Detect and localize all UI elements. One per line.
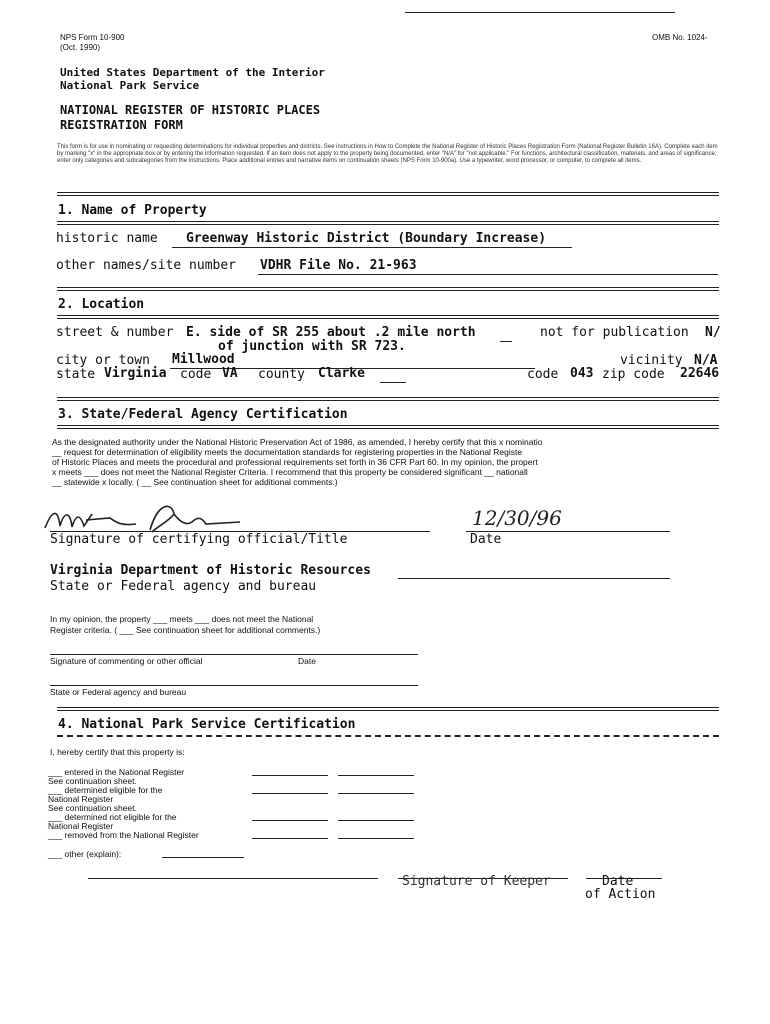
certification-line2: __ request for determination of eligibility meets the documentation standards for registering properties in the National Registe bbox=[52, 447, 523, 457]
determined-eligible-item[interactable]: ___ determined eligible for the bbox=[48, 785, 163, 795]
entered-continuation: See continuation sheet. bbox=[48, 776, 137, 786]
removed-item[interactable]: ___ removed from the National Register bbox=[48, 830, 199, 840]
county-underline bbox=[380, 382, 406, 383]
street-underline bbox=[500, 341, 512, 342]
historic-name-label: historic name bbox=[56, 231, 158, 246]
county-code-label: code bbox=[527, 367, 559, 382]
form-title-line1: NATIONAL REGISTER OF HISTORIC PLACES bbox=[60, 103, 321, 117]
not-for-publication-label: not for publication bbox=[540, 325, 689, 340]
other-names-label: other names/site number bbox=[56, 258, 237, 273]
action-date-label-line2: of Action bbox=[585, 887, 656, 902]
zip-label: zip code bbox=[602, 367, 665, 382]
entry-line bbox=[338, 793, 414, 794]
entry-line bbox=[338, 820, 414, 821]
certification-line4: x meets ___ does not meet the National Register Criteria. I recommend that this property be considered significant __ nationall bbox=[52, 467, 528, 477]
city-label: city or town bbox=[56, 353, 150, 368]
keeper-label: Signature of Keeper bbox=[402, 874, 551, 889]
county-label: county bbox=[258, 367, 305, 382]
determined-eligible-continuation: See continuation sheet. bbox=[48, 803, 137, 813]
street-value-line2[interactable]: of junction with SR 723. bbox=[218, 339, 406, 354]
form-number: NPS Form 10-900 bbox=[60, 33, 125, 42]
instructions-text: This form is for use in nominating or requesting determinations for individual properties and districts. See instructions in How to Complete the National Register of Historic Places Registration Form (National Register Bulletin 16A). Complete each item by marking "x" in the appropriate box or by entering the information requested. If an item does not apply to the property being documented, enter "N/A" for "not applicable." For functions, architectural classification, materials, and areas of significance, enter only categories and subcategories from the instructions. Place additional entries and narrative items on continuation sheets (NPS Form 10-900a). Use a typewriter, word processor, or computer, to complete all items. bbox=[57, 144, 718, 164]
entry-line bbox=[252, 775, 328, 776]
other-explain-item[interactable]: ___ other (explain): bbox=[48, 849, 122, 859]
county-value[interactable]: Clarke bbox=[318, 366, 365, 381]
vicinity-value[interactable]: N/A bbox=[694, 353, 718, 368]
entry-line bbox=[338, 838, 414, 839]
keeper-signature-line bbox=[88, 878, 378, 879]
section1-heading: 1. Name of Property bbox=[58, 203, 207, 218]
agency2-line bbox=[50, 685, 418, 686]
state-label: state bbox=[56, 367, 96, 382]
date-label: Date bbox=[470, 532, 502, 547]
section-divider bbox=[57, 397, 719, 401]
signature-label: Signature of certifying official/Title bbox=[50, 532, 348, 547]
service: National Park Service bbox=[60, 79, 200, 92]
action-date-label: Date bbox=[602, 874, 634, 889]
commenting-date-label: Date bbox=[298, 656, 316, 666]
section-divider bbox=[57, 707, 719, 711]
zip-value[interactable]: 22646 bbox=[680, 366, 720, 381]
agency2-label: State or Federal agency and bureau bbox=[50, 687, 187, 697]
section-divider bbox=[57, 192, 719, 196]
agency-label: State or Federal agency and bureau bbox=[50, 579, 317, 594]
agency-value[interactable]: Virginia Department of Historic Resources bbox=[50, 563, 371, 578]
certification-line5: __ statewide x locally. ( __ See continuation sheet for additional comments.) bbox=[52, 477, 338, 487]
entry-line bbox=[252, 793, 328, 794]
other-names-underline bbox=[258, 274, 718, 275]
section-divider bbox=[57, 221, 719, 225]
section-divider bbox=[57, 315, 719, 319]
determined-not-eligible-register: National Register bbox=[48, 821, 114, 831]
state-value[interactable]: Virginia bbox=[104, 366, 167, 381]
determined-eligible-register: National Register bbox=[48, 794, 114, 804]
historic-name-value[interactable]: Greenway Historic District (Boundary Increase) bbox=[186, 231, 547, 246]
commenting-signature-line bbox=[50, 654, 418, 655]
scan-edge-line bbox=[405, 12, 675, 13]
signature-date: 12/30/96 bbox=[472, 506, 562, 530]
section-divider bbox=[57, 425, 719, 429]
entry-line bbox=[252, 820, 328, 821]
entered-register-item[interactable]: ___ entered in the National Register bbox=[48, 767, 185, 777]
street-value-line1[interactable]: E. side of SR 255 about .2 mile north bbox=[186, 325, 476, 340]
certification-line3: of Historic Places and meets the procedural and professional requirements set forth in 36 CFR Part 60. In my opinion, the propert bbox=[52, 457, 538, 467]
form-date: (Oct. 1990) bbox=[60, 43, 101, 52]
entry-line bbox=[338, 775, 414, 776]
other-explain-line bbox=[162, 857, 244, 858]
section-divider bbox=[57, 287, 719, 291]
section4-heading: 4. National Park Service Certification bbox=[58, 717, 356, 732]
street-label: street & number bbox=[56, 325, 174, 340]
certification-line1: As the designated authority under the National Historic Preservation Act of 1986, as amended, I hereby certify that this x nominatio bbox=[52, 437, 543, 447]
opinion-line2: Register criteria. ( ___ See continuation sheet for additional comments.) bbox=[50, 625, 321, 635]
section-divider bbox=[57, 735, 719, 737]
state-code-value[interactable]: VA bbox=[222, 366, 238, 381]
county-code-value[interactable]: 043 bbox=[570, 366, 594, 381]
state-code-label: code bbox=[180, 367, 212, 382]
not-for-publication-value[interactable]: N/ bbox=[705, 325, 721, 340]
other-names-value[interactable]: VDHR File No. 21-963 bbox=[260, 258, 417, 273]
entry-line bbox=[252, 838, 328, 839]
agency-underline bbox=[398, 578, 670, 579]
section3-heading: 3. State/Federal Agency Certification bbox=[58, 407, 348, 422]
determined-not-eligible-item[interactable]: ___ determined not eligible for the bbox=[48, 812, 177, 822]
commenting-official-label: Signature of commenting or other official bbox=[50, 656, 203, 666]
historic-name-underline bbox=[172, 247, 572, 248]
form-title-line2: REGISTRATION FORM bbox=[60, 118, 183, 132]
vicinity-label: vicinity bbox=[620, 353, 683, 368]
city-value[interactable]: Millwood bbox=[172, 352, 235, 367]
nps-intro: I, hereby certify that this property is: bbox=[50, 747, 185, 757]
omb-number: OMB No. 1024- bbox=[652, 33, 708, 42]
opinion-line1: In my opinion, the property ___ meets ___ does not meet the National bbox=[50, 614, 314, 624]
section2-heading: 2. Location bbox=[58, 297, 145, 312]
department: United States Department of the Interior bbox=[60, 66, 325, 79]
